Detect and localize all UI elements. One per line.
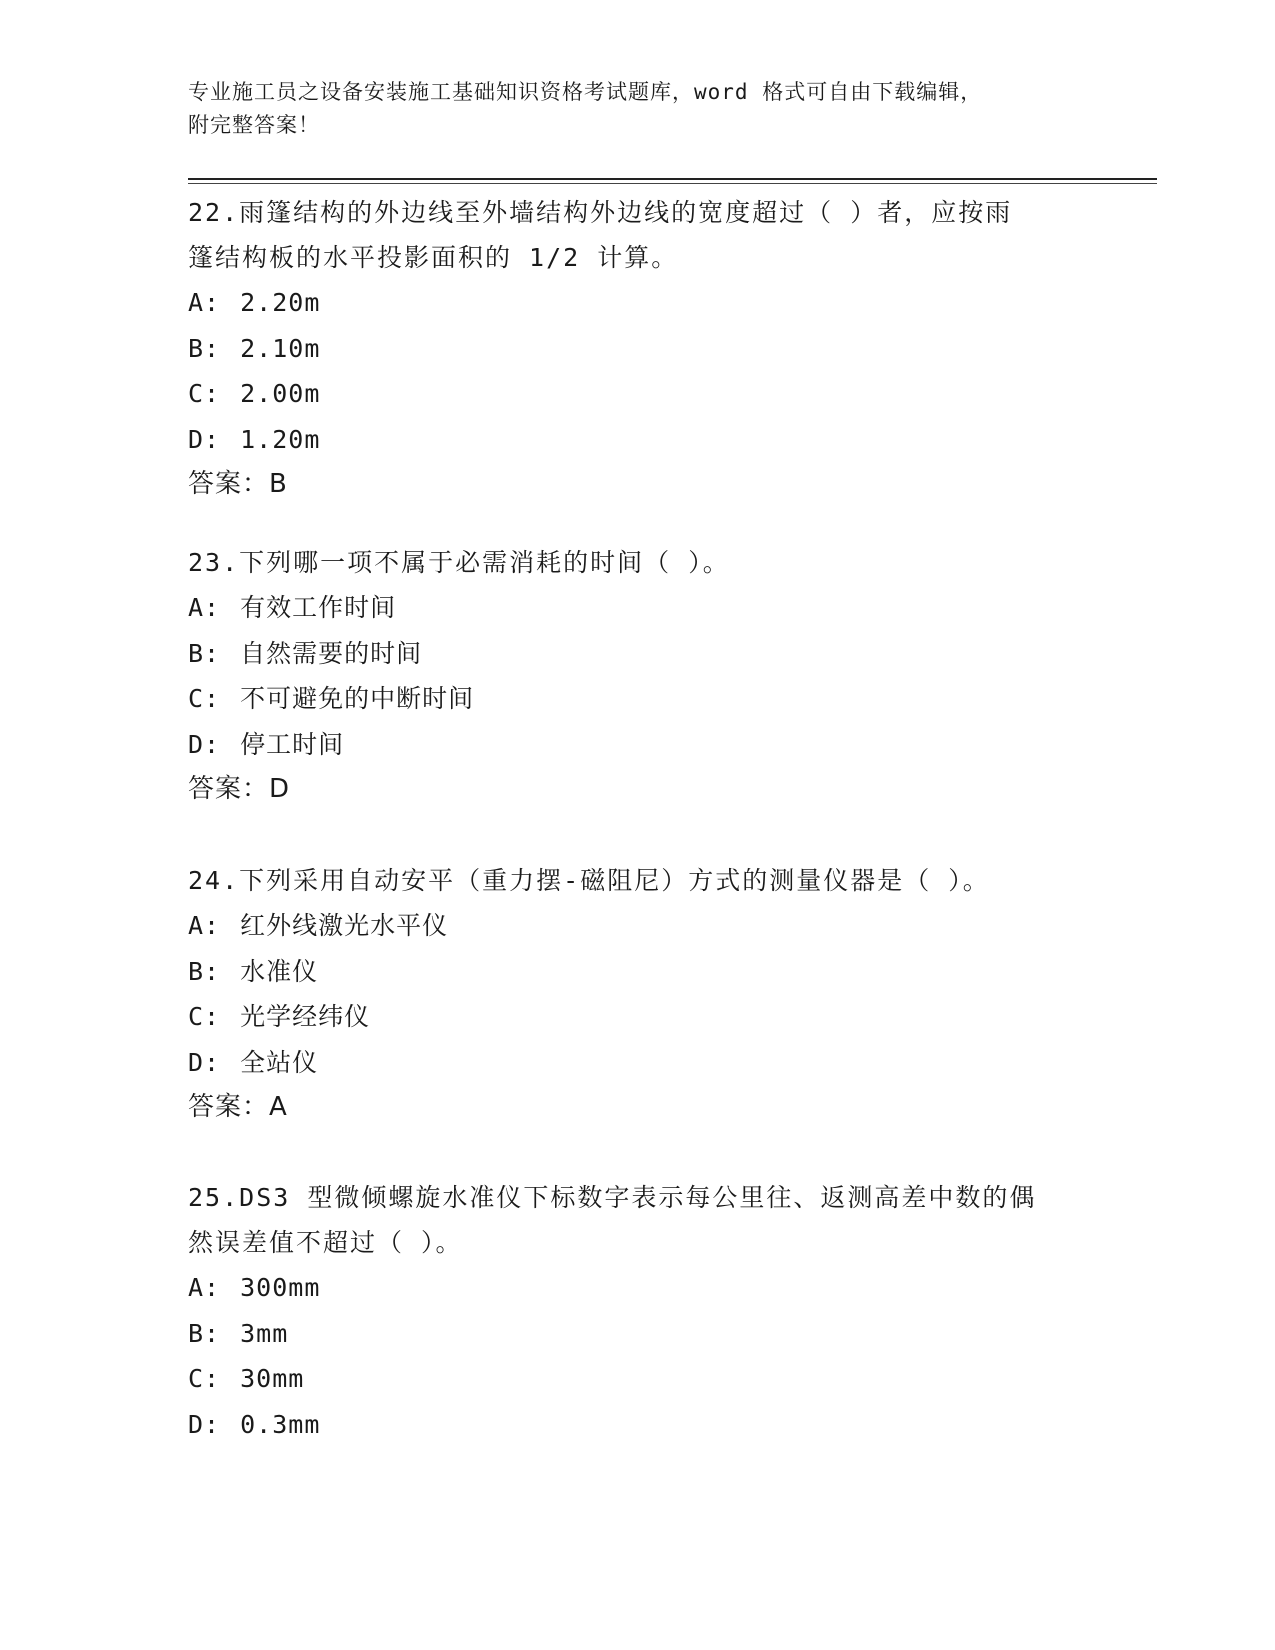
option-text: 自然需要的时间 bbox=[240, 638, 423, 668]
question-stem-line-1: 25.DS3 型微倾螺旋水准仪下标数字表示每公里往、返测高差中数的偶 bbox=[188, 1183, 1037, 1212]
question-stem-line-1: 23.下列哪一项不属于必需消耗的时间（ ）。 bbox=[188, 548, 730, 577]
option-d bbox=[188, 1040, 1068, 1086]
option-c bbox=[188, 1356, 1068, 1402]
option-text: 30mm bbox=[240, 1364, 305, 1393]
option-b bbox=[188, 631, 1068, 677]
option-label: C: bbox=[188, 1002, 221, 1031]
option-label: C: bbox=[188, 684, 221, 713]
header-line-2: 附完整答案！ bbox=[188, 113, 320, 137]
option-text: 3mm bbox=[240, 1318, 289, 1348]
option-text: 1.20m bbox=[240, 424, 321, 454]
option-a bbox=[188, 280, 1068, 326]
option-text: 不可避免的中断时间 bbox=[240, 684, 475, 713]
option-label: A: bbox=[188, 911, 221, 940]
question-22 bbox=[188, 190, 1068, 506]
option-b bbox=[188, 1311, 1068, 1357]
header-divider-thin bbox=[188, 183, 1157, 184]
header-line-1: 专业施工员之设备安装施工基础知识资格考试题库，word 格式可自由下载编辑， bbox=[188, 80, 983, 104]
option-label: B: bbox=[188, 956, 221, 986]
option-b bbox=[188, 326, 1068, 372]
option-label: D: bbox=[188, 1409, 221, 1439]
option-text: 红外线激光水平仪 bbox=[240, 911, 449, 940]
option-a bbox=[188, 585, 1068, 631]
option-label: B: bbox=[188, 1318, 221, 1348]
option-a bbox=[188, 903, 1068, 949]
option-text: 有效工作时间 bbox=[240, 593, 397, 622]
option-d bbox=[188, 722, 1068, 768]
option-label: D: bbox=[188, 729, 221, 759]
option-text: 300mm bbox=[240, 1273, 321, 1302]
option-label: C: bbox=[188, 379, 221, 408]
document-header bbox=[188, 76, 1088, 142]
question-stem-line-1: 24.下列采用自动安平（重力摆-磁阻尼）方式的测量仪器是（ ）。 bbox=[188, 866, 990, 895]
option-label: B: bbox=[188, 638, 221, 668]
option-label: A: bbox=[188, 288, 221, 317]
option-label: A: bbox=[188, 1273, 221, 1302]
option-text: 2.20m bbox=[240, 288, 321, 317]
option-text: 2.10m bbox=[240, 333, 321, 363]
answer-line: 答案：B bbox=[188, 469, 288, 499]
option-c bbox=[188, 676, 1068, 722]
option-d bbox=[188, 417, 1068, 463]
question-25 bbox=[188, 1175, 1068, 1447]
option-label: D: bbox=[188, 1047, 221, 1077]
option-a bbox=[188, 1265, 1068, 1311]
answer-line: 答案：A bbox=[188, 1092, 288, 1122]
question-24 bbox=[188, 858, 1068, 1129]
option-label: D: bbox=[188, 424, 221, 454]
answer-line: 答案：D bbox=[188, 774, 291, 804]
header-divider-thick bbox=[188, 178, 1157, 180]
option-c bbox=[188, 994, 1068, 1040]
option-b bbox=[188, 949, 1068, 995]
option-c bbox=[188, 371, 1068, 417]
question-stem-line-2: 篷结构板的水平投影面积的 1/2 计算。 bbox=[188, 243, 679, 272]
option-label: B: bbox=[188, 333, 221, 363]
option-text: 0.3mm bbox=[240, 1409, 321, 1439]
option-text: 2.00m bbox=[240, 379, 321, 408]
option-d bbox=[188, 1402, 1068, 1448]
question-stem-line-2: 然误差值不超过（ ）。 bbox=[188, 1228, 463, 1257]
option-text: 光学经纬仪 bbox=[240, 1002, 371, 1031]
option-label: C: bbox=[188, 1364, 221, 1393]
question-stem-line-1: 22.雨篷结构的外边线至外墙结构外边线的宽度超过（ ）者，应按雨 bbox=[188, 198, 1013, 227]
option-text: 水准仪 bbox=[240, 956, 319, 986]
option-text: 全站仪 bbox=[240, 1047, 319, 1077]
question-23 bbox=[188, 540, 1068, 811]
option-label: A: bbox=[188, 593, 221, 622]
option-text: 停工时间 bbox=[240, 729, 345, 759]
